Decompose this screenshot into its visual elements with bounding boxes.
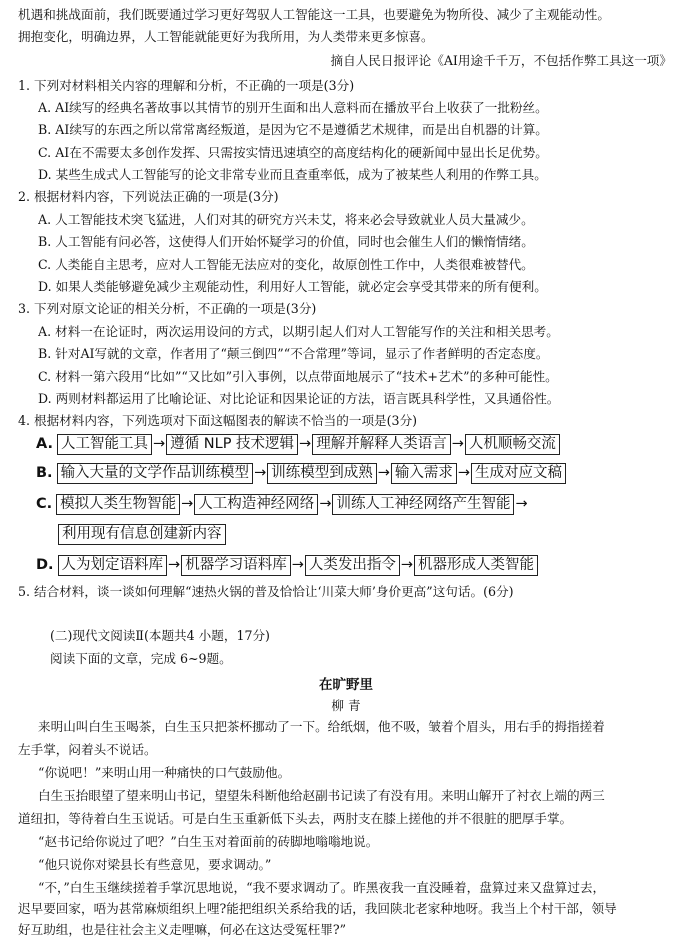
flow-arrow: → (451, 436, 464, 452)
flow-arrow: → (377, 465, 390, 481)
flow-box: 人机顺畅交流 (465, 434, 560, 455)
story-line: 好互助组，也是往社会主义走哩嘛，何必在这达受冤枉罪?” (18, 922, 347, 937)
story-line: “你说吧！”来明山用一种痛快的口气鼓励他。 (38, 765, 291, 780)
question-3-option-b: B. 针对AI写就的文章，作者用了“颠三倒四”“不合常理”等词，显示了作者鲜明的否定态度。 (38, 346, 549, 361)
flow-box: 机器形成人类智能 (414, 555, 538, 576)
flow-option-b-label: B. (36, 465, 53, 481)
flow-option-d-label: D. (36, 557, 54, 573)
question-1-option-a: A. AI续写的经典名著故事以其情节的别开生面和出人意料而在播放平台上收获了一批粉丝。 (38, 100, 548, 115)
flow-option-b (36, 462, 566, 484)
flow-box: 生成对应文稿 (471, 463, 566, 484)
question-3-option-c: C. 材料一第六段用“比如”“又比如”引入事例，以点带面地展示了“技术+艺术”的多种可能性。 (38, 369, 558, 384)
flow-arrow: → (515, 496, 528, 512)
intro-line-2: 拥抱变化，明确边界，人工智能就能更好为我所用，为人类带来更多惊喜。 (18, 29, 434, 44)
flow-arrow: → (319, 496, 332, 512)
flow-box: 理解并解释人类语言 (312, 434, 451, 455)
flow-box: 遵循 NLP 技术逻辑 (166, 434, 298, 455)
question-2-option-a: A. 人工智能技术突飞猛进，人们对其的研究方兴未艾，将来必会导致就业人员大量减少。 (38, 212, 534, 227)
flow-box: 机器学习语料库 (181, 555, 291, 576)
story-line: 左手掌，闷着头不说话。 (18, 742, 157, 757)
flow-box: 训练人工神经网络产生智能 (332, 494, 514, 515)
intro-line-1: 机遇和挑战面前，我们既要通过学习更好驾驭人工智能这一工具，也要避免为物所役、减少了主观能动性。 (18, 7, 610, 22)
flow-box: 训练模型到成熟 (267, 463, 377, 484)
story-line: “赵书记给你说过了吧？”白生玉对着面前的砖脚地嗡嗡地说。 (38, 834, 379, 849)
flow-box: 人工智能工具 (57, 434, 152, 455)
story-line: “他只说你对梁县长有些意见，要求调动。” (38, 857, 272, 872)
flow-option-d (36, 554, 538, 576)
story-line: 白生玉抬眼望了望来明山书记，望望朱科断他给赵副书记读了有没有用。来明山解开了衬衣上端的两三 (38, 788, 605, 803)
question-2-stem: 2. 根据材料内容，下列说法正确的一项是(3分) (18, 189, 279, 204)
story-line: 来明山叫白生玉喝茶，白生玉只把茶杯挪动了一下。给纸烟，他不吸，皱着个眉头，用右手的拇指搓着 (38, 719, 605, 734)
story-line: 道纽扣，等待着白生玉说话。可是白生玉重新低下头去，两肘支在膝上搓他的并不很脏的肥厚手掌。 (18, 811, 573, 826)
flow-arrow: → (168, 557, 181, 573)
flow-arrow: → (181, 496, 194, 512)
question-1-option-c: C. AI在不需要太多创作发挥、只需按实情迅速填空的高度结构化的硬新闻中显出长足优势。 (38, 145, 548, 160)
flow-option-c (36, 493, 529, 515)
flow-box: 输入大量的文学作品训练模型 (57, 463, 254, 484)
question-5: 5. 结合材料，谈一谈如何理解“速热火锅的普及恰恰让‘川菜大师’身价更高”这句话。(6分) (18, 584, 514, 599)
flow-arrow: → (457, 465, 471, 481)
flow-arrow: → (153, 436, 166, 452)
question-3-option-d: D. 两则材料都运用了比喻论证、对比论证和因果论证的方法，语言既具科学性，又具通俗性。 (38, 391, 560, 406)
question-3-option-a: A. 材料一在论证时，两次运用设问的方式，以期引起人们对人工智能写作的关注和相关思考。 (38, 324, 559, 339)
section-2-heading: (二)现代文阅读Ⅱ(本题共4 小题，17分) (50, 628, 270, 643)
story-line: “不，”白生玉继续搓着手掌沉思地说，“我不要求调动了。昨黑夜我一直没睡着，盘算过来又盘算过去， (38, 880, 606, 895)
flow-box: 模拟人类生物智能 (56, 494, 180, 515)
article-title: 在旷野里 (319, 677, 373, 693)
question-4-stem: 4. 根据材料内容，下列选项对下面这幅图表的解读不恰当的一项是(3分) (18, 413, 418, 428)
flow-option-c-label: C. (36, 496, 53, 512)
question-2-option-d: D. 如果人类能够避免减少主观能动性，利用好人工智能，就必定会享受其带来的所有便利。 (38, 279, 547, 294)
question-3-stem: 3. 下列对原文论证的相关分析，不正确的一项是(3分) (18, 301, 317, 316)
flow-box: 人为划定语料库 (58, 555, 168, 576)
question-2-option-c: C. 人类能自主思考，应对人工智能无法应对的变化，故原创性工作中，人类很难被替代。 (38, 257, 534, 272)
flow-arrow: → (299, 436, 312, 452)
flow-arrow: → (254, 465, 267, 481)
flow-option-a (36, 433, 560, 455)
section-2-instruction: 阅读下面的文章，完成 6~9题。 (50, 651, 232, 666)
flow-arrow: → (400, 557, 414, 573)
flow-box: 利用现有信息创建新内容 (58, 524, 226, 545)
flow-box: 输入需求 (391, 463, 457, 484)
question-1-stem: 1. 下列对材料相关内容的理解和分析，不正确的一项是(3分) (18, 78, 355, 93)
flow-box: 人类发出指令 (305, 555, 400, 576)
flow-arrow: → (291, 557, 304, 573)
flow-option-a-label: A. (36, 436, 53, 452)
question-1-option-d: D. 某些生成式人工智能写的论文非常专业而且查重率低，成为了被某些人利用的作弊工具。 (38, 167, 547, 182)
flow-box: 人工构造神经网络 (194, 494, 318, 515)
flow-option-c-continued (58, 523, 226, 545)
story-line: 迟早要回家，唔为甚常麻烦组织上哩?能把组织关系给我的话，我回陕北老家种地呀。我当上个村干部，领导 (18, 901, 617, 916)
question-1-option-b: B. AI续写的东西之所以常常离经叛道，是因为它不是遵循艺术规律，而是出自机器的计算。 (38, 122, 548, 137)
source-citation: 摘自人民日报评论《AI用途千千万，不包括作弊工具这一项》 (330, 53, 672, 68)
question-2-option-b: B. 人工智能有问必答，这使得人们开始怀疑学习的价值，同时也会催生人们的懒惰情绪。 (38, 234, 534, 249)
article-author: 柳 青 (331, 698, 361, 713)
